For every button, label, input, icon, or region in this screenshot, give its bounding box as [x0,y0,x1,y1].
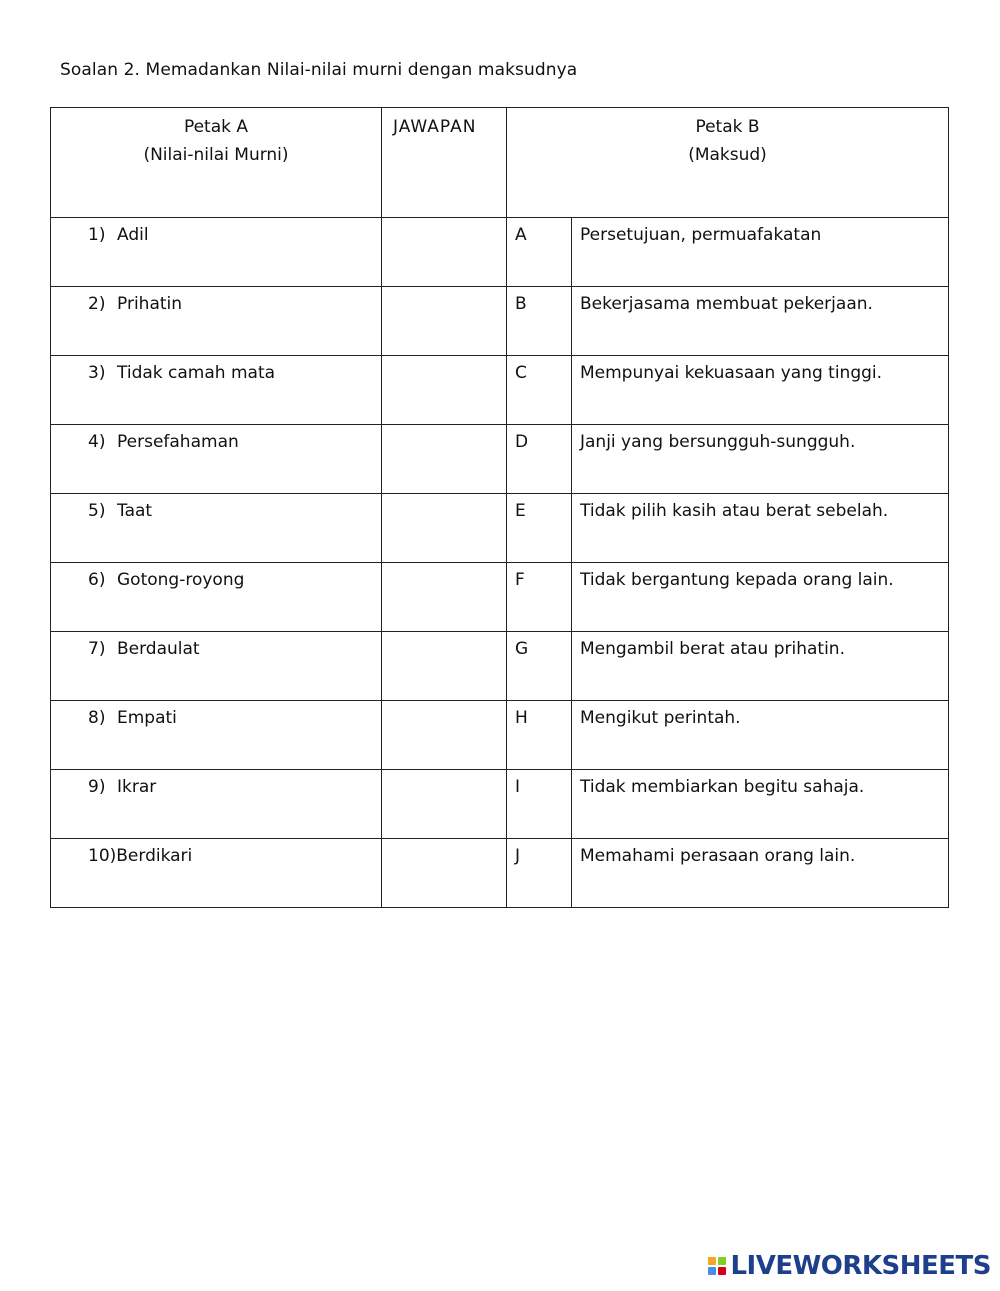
petak-b-subtitle: (Maksud) [688,145,767,165]
item-number: 4) [88,432,106,452]
table-header-row [51,108,949,218]
table-row [51,356,949,425]
petak-a-title: Petak A [183,117,249,137]
option-meaning: Tidak pilih kasih atau berat sebelah. [572,494,949,563]
option-letter: H [507,701,572,770]
jawapan-header: JAWAPAN [382,108,507,218]
item-value: Prihatin [117,294,183,314]
logo-tile-4 [718,1267,726,1275]
value-cell [51,563,382,632]
item-number: 6) [88,570,106,590]
liveworksheets-logo[interactable] [708,1251,991,1281]
option-letter: A [507,218,572,287]
option-meaning: Tidak bergantung kepada orang lain. [572,563,949,632]
item-value: Berdaulat [117,639,200,659]
option-meaning: Bekerjasama membuat pekerjaan. [572,287,949,356]
option-meaning: Persetujuan, permuafakatan [572,218,949,287]
answer-field[interactable] [382,701,507,770]
logo-tile-2 [718,1257,726,1265]
option-letter: D [507,425,572,494]
item-number: 2) [88,294,106,314]
table-row [51,563,949,632]
logo-text: LIVEWORKSHEETS [730,1251,991,1281]
option-letter: J [507,839,572,908]
item-number: 7) [88,639,106,659]
answer-field[interactable] [382,425,507,494]
option-meaning: Mempunyai kekuasaan yang tinggi. [572,356,949,425]
item-number: 9) [88,777,106,797]
item-number: 8) [88,708,106,728]
option-letter: C [507,356,572,425]
table-row [51,218,949,287]
question-title: Soalan 2. Memadankan Nilai-nilai murni dengan maksudnya [60,60,578,80]
item-value: Gotong-royong [117,570,245,590]
value-cell [51,839,382,908]
item-number: 3) [88,363,106,383]
logo-tile-3 [708,1267,716,1275]
option-letter: E [507,494,572,563]
answer-field[interactable] [382,287,507,356]
answer-field[interactable] [382,632,507,701]
table-row [51,425,949,494]
value-cell [51,356,382,425]
item-number: 10) [88,846,117,866]
option-meaning: Janji yang bersungguh-sungguh. [572,425,949,494]
option-letter: I [507,770,572,839]
option-letter: G [507,632,572,701]
matching-table [50,107,949,908]
value-cell [51,632,382,701]
item-value: Berdikari [116,846,193,866]
option-letter: B [507,287,572,356]
answer-field[interactable] [382,218,507,287]
table-row [51,287,949,356]
table-row [51,632,949,701]
value-cell [51,494,382,563]
item-value: Adil [117,225,149,245]
answer-field[interactable] [382,563,507,632]
table-row [51,494,949,563]
petak-a-header [51,108,382,218]
table-row [51,701,949,770]
option-letter: F [507,563,572,632]
table-row [51,839,949,908]
value-cell [51,425,382,494]
value-cell [51,701,382,770]
petak-b-title: Petak B [695,117,760,137]
logo-tile-1 [708,1257,716,1265]
item-value: Empati [117,708,177,728]
item-value: Tidak camah mata [117,363,276,383]
petak-a-subtitle: (Nilai-nilai Murni) [143,145,289,165]
option-meaning: Memahami perasaan orang lain. [572,839,949,908]
item-value: Persefahaman [117,432,239,452]
liveworksheets-logo-icon [708,1257,726,1275]
value-cell [51,287,382,356]
item-value: Taat [117,501,153,521]
answer-field[interactable] [382,839,507,908]
item-number: 5) [88,501,106,521]
value-cell [51,218,382,287]
item-value: Ikrar [117,777,157,797]
item-number: 1) [88,225,106,245]
answer-field[interactable] [382,356,507,425]
value-cell [51,770,382,839]
petak-b-header [507,108,949,218]
option-meaning: Mengikut perintah. [572,701,949,770]
option-meaning: Tidak membiarkan begitu sahaja. [572,770,949,839]
option-meaning: Mengambil berat atau prihatin. [572,632,949,701]
answer-field[interactable] [382,494,507,563]
table-row [51,770,949,839]
answer-field[interactable] [382,770,507,839]
